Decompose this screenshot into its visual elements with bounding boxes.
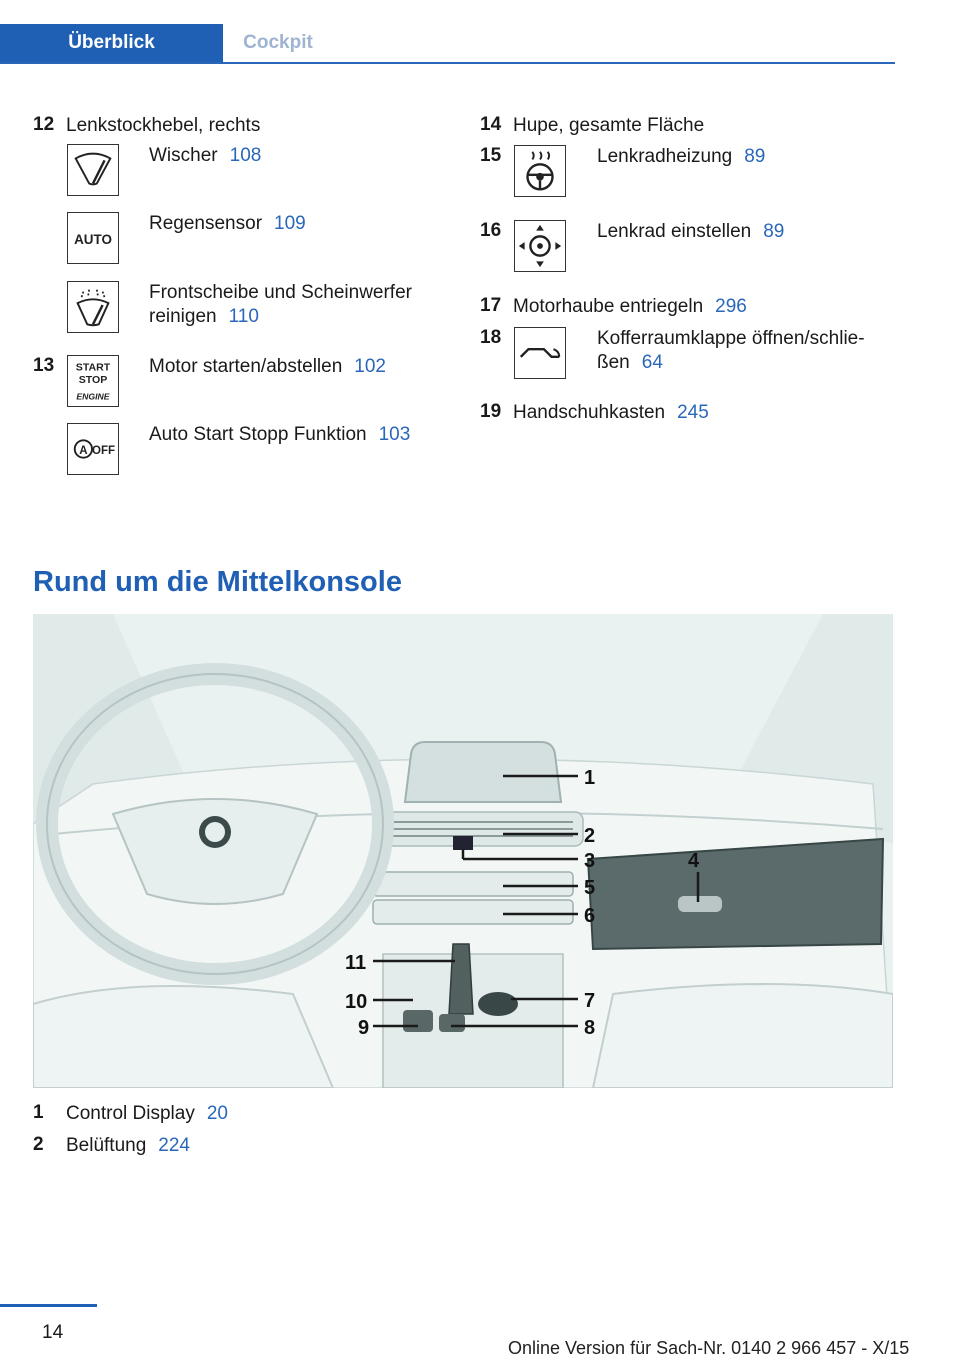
section-title: Rund um die Mittelkonsole (33, 566, 402, 598)
page-ref-link[interactable]: 110 (228, 306, 259, 327)
item-number: 18 (480, 327, 502, 348)
footer-text: Online Version für Sach-Nr. 0140 2 966 457 - X/15 (508, 1338, 910, 1358)
entry-label: reinigen (149, 306, 217, 327)
item-number: 13 (33, 355, 55, 376)
item-number: 19 (480, 401, 502, 422)
entry-label: Belüftung (66, 1135, 147, 1156)
belueftung-entry (66, 1134, 190, 1158)
stop-text: STOP (78, 373, 108, 386)
off-text: OFF (92, 444, 116, 457)
kofferraum-entry (597, 327, 865, 375)
entry-label: Regensensor (149, 213, 263, 234)
page-ref-link[interactable]: 108 (229, 145, 262, 166)
callout-label: 2 (584, 825, 596, 847)
callout-label: 5 (584, 877, 596, 899)
page-ref-link[interactable]: 89 (763, 221, 785, 242)
callout-label: 4 (688, 850, 700, 872)
entry-label: Motor starten/abstellen (149, 356, 343, 377)
entry-label: Kofferraumklappe öffnen/schlie- (597, 328, 865, 349)
page-number: 14 (42, 1322, 64, 1343)
entry-label: Lenkrad einstellen (597, 221, 752, 242)
entry-label: ßen (597, 352, 630, 373)
callout-label: 3 (584, 850, 596, 872)
item-number: 16 (480, 220, 502, 241)
auto-icon-text: AUTO (74, 231, 112, 247)
page-ref-link[interactable]: 20 (206, 1103, 228, 1124)
item-number: 15 (480, 145, 502, 166)
callout-label: 9 (358, 1017, 370, 1039)
callout-label: 8 (584, 1017, 596, 1039)
handschuhkasten-entry (513, 401, 709, 425)
entry-label: Auto Start Stopp Funktion (149, 424, 367, 445)
page-ref-link[interactable]: 109 (274, 213, 306, 234)
callout-label: 11 (345, 952, 367, 974)
page-ref-link[interactable]: 245 (677, 402, 709, 423)
tab-ueberblick[interactable]: Überblick (0, 24, 223, 62)
item-label: Hupe, gesamte Fläche (513, 115, 705, 136)
callout-label: 6 (584, 905, 596, 927)
callout-label: 10 (345, 991, 368, 1013)
page-ref-link[interactable]: 64 (641, 352, 663, 373)
lenkrad-einstellen-entry (597, 220, 784, 244)
start-text: START (75, 361, 111, 374)
page-ref-link[interactable]: 224 (158, 1135, 190, 1156)
footer-divider (0, 1304, 97, 1307)
trunk-icon (514, 327, 566, 379)
item-number: 14 (480, 114, 502, 135)
regensensor-entry (149, 212, 306, 236)
page-ref-link[interactable]: 103 (378, 424, 411, 445)
center-console-illustration (33, 614, 893, 1088)
wiper-icon (67, 144, 119, 196)
autostart-entry (149, 423, 410, 447)
center-console-drawing (33, 614, 893, 1088)
engine-text: ENGINE (76, 391, 110, 402)
entry-label: Control Display (66, 1103, 195, 1124)
frontscheibe-entry (149, 281, 412, 329)
item-label: Lenkstockhebel, rechts (66, 115, 261, 136)
page-ref-link[interactable]: 296 (715, 296, 747, 317)
auto-start-stop-off-icon (67, 423, 119, 475)
callout-label: 1 (584, 767, 596, 789)
motorhaube-entry (513, 295, 747, 319)
callout-label: 7 (584, 990, 596, 1012)
steering-heat-icon (514, 145, 566, 197)
steering-adjust-icon (514, 220, 566, 272)
start-stop-icon (67, 355, 119, 407)
control-display-entry (66, 1102, 228, 1126)
entry-label: Frontscheibe und Scheinwerfer (149, 282, 412, 303)
page-ref-link[interactable]: 102 (354, 356, 386, 377)
item-number: 2 (33, 1134, 44, 1155)
entry-label: Wischer (149, 145, 218, 166)
item-number: 1 (33, 1102, 44, 1123)
wischer-entry (149, 144, 261, 168)
tab-bar (0, 24, 895, 64)
motor-entry (149, 355, 386, 379)
lenkradheizung-entry (597, 145, 765, 169)
item-number: 17 (480, 295, 502, 316)
page-ref-link[interactable]: 89 (744, 146, 766, 167)
item-number: 12 (33, 114, 55, 135)
entry-label: Lenkradheizung (597, 146, 733, 167)
svg-text:A: A (79, 444, 88, 457)
washer-icon (67, 281, 119, 333)
entry-label: Handschuhkasten (513, 402, 666, 423)
auto-icon (67, 212, 119, 264)
entry-label: Motorhaube entriegeln (513, 296, 704, 317)
tab-cockpit[interactable]: Cockpit (243, 32, 313, 53)
